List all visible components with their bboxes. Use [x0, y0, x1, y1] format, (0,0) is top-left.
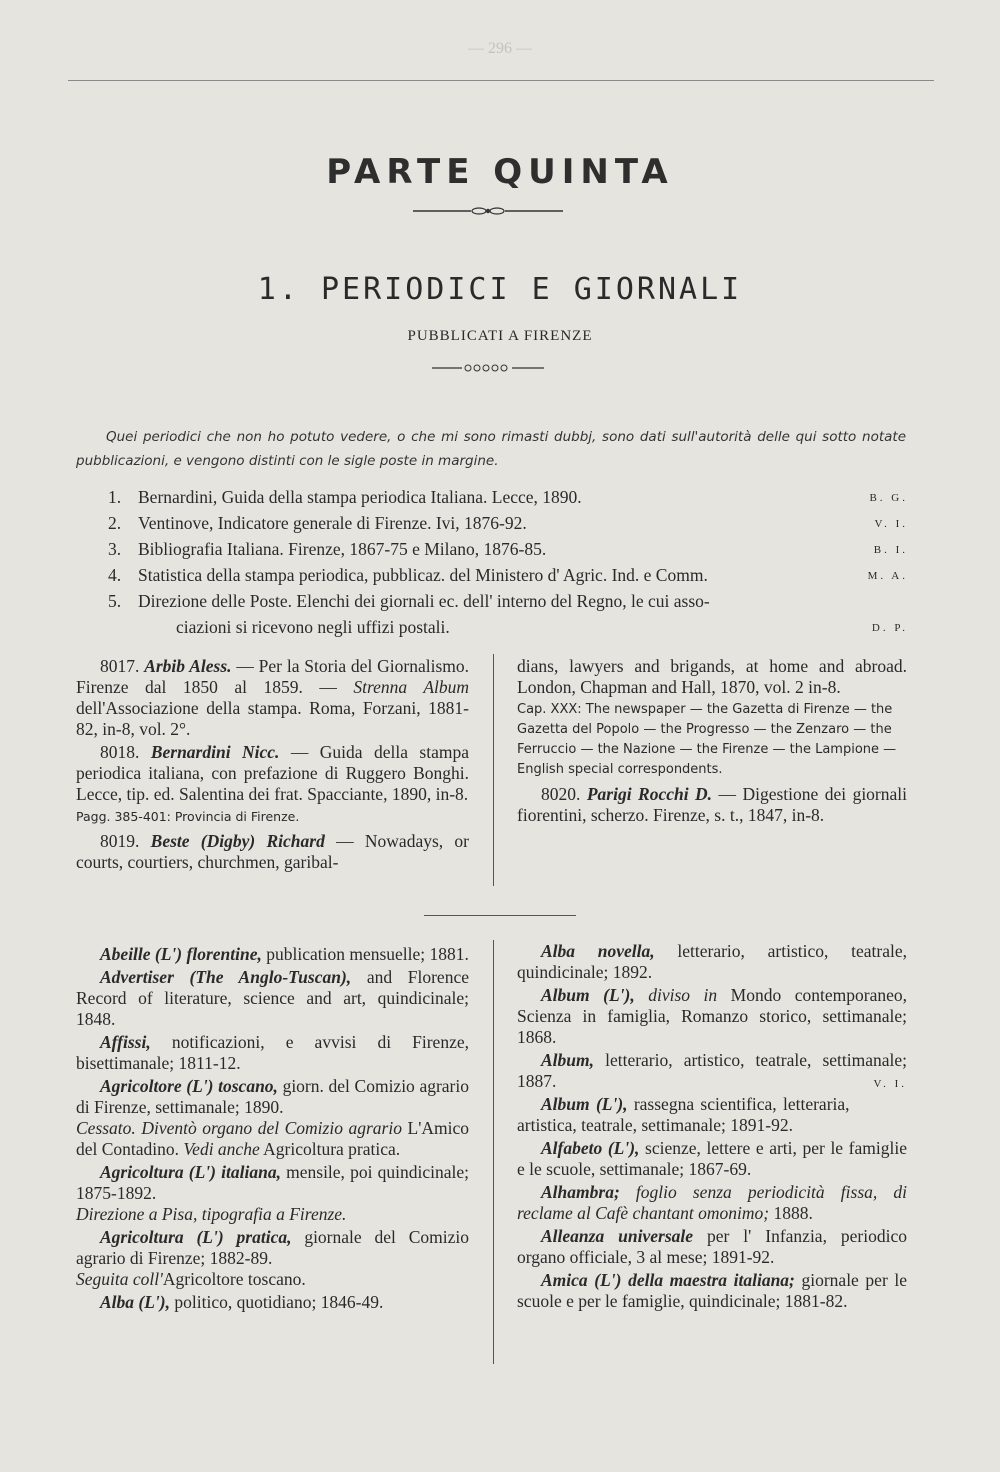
intro-note: Quei periodici che non ho potuto vedere, o che mi sono rimasti dubbj, sono dati sull'autorità delle qui sotto notate pubblicazioni, e vengono distinti con le sigle poste in margine. — [76, 429, 906, 469]
source-sigla: M. A. — [867, 570, 908, 582]
source-sigla: D. P. — [871, 622, 908, 634]
periodical-title: Abeille (L') florentine, — [100, 944, 262, 964]
source-number: 2. — [108, 513, 122, 533]
periodical-note: Direzione a Pisa, tipografia a Firenze. — [76, 1204, 347, 1224]
periodical-sigla: V. I. — [873, 1078, 907, 1090]
bibliography-column-left — [76, 656, 469, 875]
periodical-title: Album (L'), — [541, 1094, 628, 1114]
source-number: 3. — [108, 539, 122, 559]
entry-note: Pagg. 385-401: Provincia di Firenze. — [76, 809, 300, 824]
periodical-title: Agricoltura (L') italiana, — [100, 1162, 281, 1182]
top-rule — [68, 80, 934, 81]
periodical-text: letterario, artistico, teatrale, settimanale; 1887. — [517, 1050, 907, 1091]
periodical-entry — [517, 1050, 907, 1092]
periodical-entry — [517, 1226, 907, 1268]
periodicals-column-left — [76, 944, 469, 1315]
entry-note: Cap. XXX: The newspaper — the Gazetta di Firenze — the Gazetta del Popolo — the Progresso — the Zenzaro — the Ferruccio — the Nazione — the Firenze — the Lampione — English special correspondents. — [517, 702, 897, 777]
periodical-text: giornale per le scuole e per le famiglie, quindicinale; 1881-82. — [517, 1270, 908, 1311]
source-number: 5. — [108, 591, 122, 611]
periodical-text: scienze, lettere e arti, per le famiglie e le scuole, settimanale; 1867-69. — [517, 1138, 907, 1179]
source-item — [108, 536, 908, 562]
periodical-note: Seguita coll' — [76, 1269, 163, 1289]
periodical-text: rassegna scientifica, letteraria, artistica, teatrale, settimanale; 1891-92. — [517, 1094, 850, 1135]
entry-text: — Guida della stampa periodica italiana, con prefazione di Ruggero Bonghi. Lecce, tip. ed. Salentina dei frat. Spacciante, 1890, in-8. — [76, 742, 469, 804]
periodical-title: Alba (L'), — [100, 1292, 170, 1312]
source-item — [108, 588, 908, 640]
entry-text: — Per la Storia del Giornalismo. Firenze dal 1850 al 1859. — — [76, 656, 469, 697]
periodical-title: Alba novella, — [541, 941, 655, 961]
periodical-entry — [76, 1076, 469, 1160]
periodical-title: Alhambra; — [541, 1182, 620, 1202]
periodical-note: Agricoltura pratica. — [259, 1139, 401, 1159]
source-number: 1. — [108, 487, 122, 507]
small-ornament-divider — [432, 362, 544, 374]
periodical-entry — [76, 1227, 469, 1290]
source-sigla: B. G. — [869, 492, 908, 504]
entry-italic: Strenna Album — [353, 677, 470, 697]
periodical-title: Alfabeto (L'), — [541, 1138, 640, 1158]
entry-number: 8020. — [541, 784, 581, 804]
entry-text: — Digestione dei giornali fiorentini, scherzo. Firenze, s. t., 1847, in-8. — [517, 784, 907, 825]
entry-author: Bernardini Nicc. — [150, 742, 280, 762]
entry-author: Beste (Digby) Richard — [150, 831, 325, 851]
periodical-entry — [76, 1162, 469, 1225]
bib-entry-8017 — [76, 656, 469, 740]
entry-number: 8019. — [100, 831, 140, 851]
periodical-text: giorn. del Comizio agrario di Firenze, settimanale; 1890. — [76, 1076, 469, 1117]
periodical-entry — [517, 1182, 907, 1224]
periodical-title: Alleanza universale — [541, 1226, 694, 1246]
periodical-italic: diviso in — [634, 985, 718, 1005]
section-rule — [424, 915, 576, 916]
periodical-text: mensile, poi quindicinale; 1875-1892. — [76, 1162, 469, 1203]
periodical-title: Album, — [541, 1050, 595, 1070]
source-sigla: V. I. — [874, 518, 908, 530]
part-heading: PARTE QUINTA — [326, 152, 674, 192]
ornament-divider — [413, 204, 563, 218]
periodical-text: notificazioni, e avvisi di Firenze, bisettimanale; 1811-12. — [76, 1032, 469, 1073]
periodical-note: Cessato. Diventò organo del Comizio agrario — [76, 1118, 402, 1138]
column-divider — [493, 654, 494, 886]
periodicals-column-right — [517, 941, 907, 1314]
entry-author: Parigi Rocchi D. — [586, 784, 713, 804]
entry-author: Arbib Aless. — [144, 656, 232, 676]
source-text-continued: ciazioni si ricevono negli uffizi postali. — [176, 617, 450, 637]
source-item — [108, 484, 908, 510]
periodical-title: Agricoltura (L') pratica, — [100, 1227, 292, 1247]
bibliography-column-right — [517, 656, 907, 828]
periodical-text: Mondo contemporaneo, Scienza in famiglia, Romanzo storico, settimanale; 1868. — [517, 985, 907, 1047]
periodical-entry — [76, 967, 469, 1030]
section-title: 1. PERIODICI E GIORNALI — [257, 272, 743, 307]
periodical-title: Agricoltore (L') toscano, — [100, 1076, 278, 1096]
periodical-text: 1888. — [769, 1203, 813, 1223]
periodical-entry — [517, 985, 907, 1048]
periodical-note: Vedi anche — [183, 1139, 260, 1159]
periodical-note: L'Amico del Contadino. — [76, 1118, 469, 1159]
periodical-title: Advertiser (The Anglo-Tuscan), — [100, 967, 352, 987]
section-subtitle: PUBBLICATI A FIRENZE — [407, 328, 593, 344]
periodical-text: publication mensuelle; 1881. — [261, 944, 469, 964]
periodical-entry — [76, 944, 469, 965]
periodical-entry — [517, 1138, 907, 1180]
periodical-text: letterario, artistico, teatrale, quindicinale; 1892. — [517, 941, 907, 982]
entry-number: 8017. — [100, 656, 140, 676]
source-text: Ventinove, Indicatore generale di Firenze. Ivi, 1876-92. — [138, 513, 527, 533]
bib-entry-8018 — [76, 742, 469, 805]
source-text: Bernardini, Guida della stampa periodica Italiana. Lecce, 1890. — [138, 487, 582, 507]
periodical-entry — [76, 1292, 469, 1313]
entry-text: dell'Associazione della stampa. Roma, Forzani, 1881-82, in-8, vol. 2°. — [76, 698, 469, 739]
source-text: Direzione delle Poste. Elenchi dei giornali ec. dell' interno del Regno, le cui asso- — [138, 591, 710, 611]
source-text: Bibliografia Italiana. Firenze, 1867-75 e Milano, 1876-85. — [138, 539, 547, 559]
source-item — [108, 510, 908, 536]
periodical-entry — [517, 941, 907, 983]
bib-entry-8020 — [517, 784, 907, 826]
sources-list — [108, 484, 908, 640]
entry-number: 8018. — [100, 742, 140, 762]
periodical-entry — [76, 1032, 469, 1074]
entry-text: — Nowadays, or courts, courtiers, churchmen, garibal- — [76, 831, 470, 872]
periodical-entry — [517, 1270, 907, 1312]
source-number: 4. — [108, 565, 122, 585]
periodical-title: Album (L'), — [541, 985, 635, 1005]
periodical-title: Affissi, — [100, 1032, 151, 1052]
bib-entry-8019-continued: dians, lawyers and brigands, at home and abroad. London, Chapman and Hall, 1870, vol. 2 in-8. — [517, 656, 907, 697]
periodical-text: and Florence Record of literature, science and art, quindicinale; 1848. — [76, 967, 469, 1029]
periodical-text: per l' Infanzia, periodico organo officiale, 3 al mese; 1891-92. — [517, 1226, 907, 1267]
bib-entry-8019 — [76, 831, 469, 873]
source-item — [108, 562, 908, 588]
periodical-italic: foglio senza periodicità fissa, di reclame al Cafè chantant omonimo; — [517, 1182, 907, 1223]
periodical-text: giornale del Comizio agrario di Firenze; 1882-89. — [76, 1227, 470, 1268]
periodical-entry — [517, 1094, 907, 1136]
periodical-title: Amica (L') della maestra italiana; — [541, 1270, 795, 1290]
periodical-text: politico, quotidiano; 1846-49. — [170, 1292, 384, 1312]
source-text: Statistica della stampa periodica, pubblicaz. del Ministero d' Agric. Ind. e Comm. — [138, 565, 708, 585]
column-divider — [493, 940, 494, 1364]
page-number: — 296 — — [468, 40, 532, 57]
periodical-note: Agricoltore toscano. — [162, 1269, 306, 1289]
source-sigla: B. I. — [873, 544, 908, 556]
